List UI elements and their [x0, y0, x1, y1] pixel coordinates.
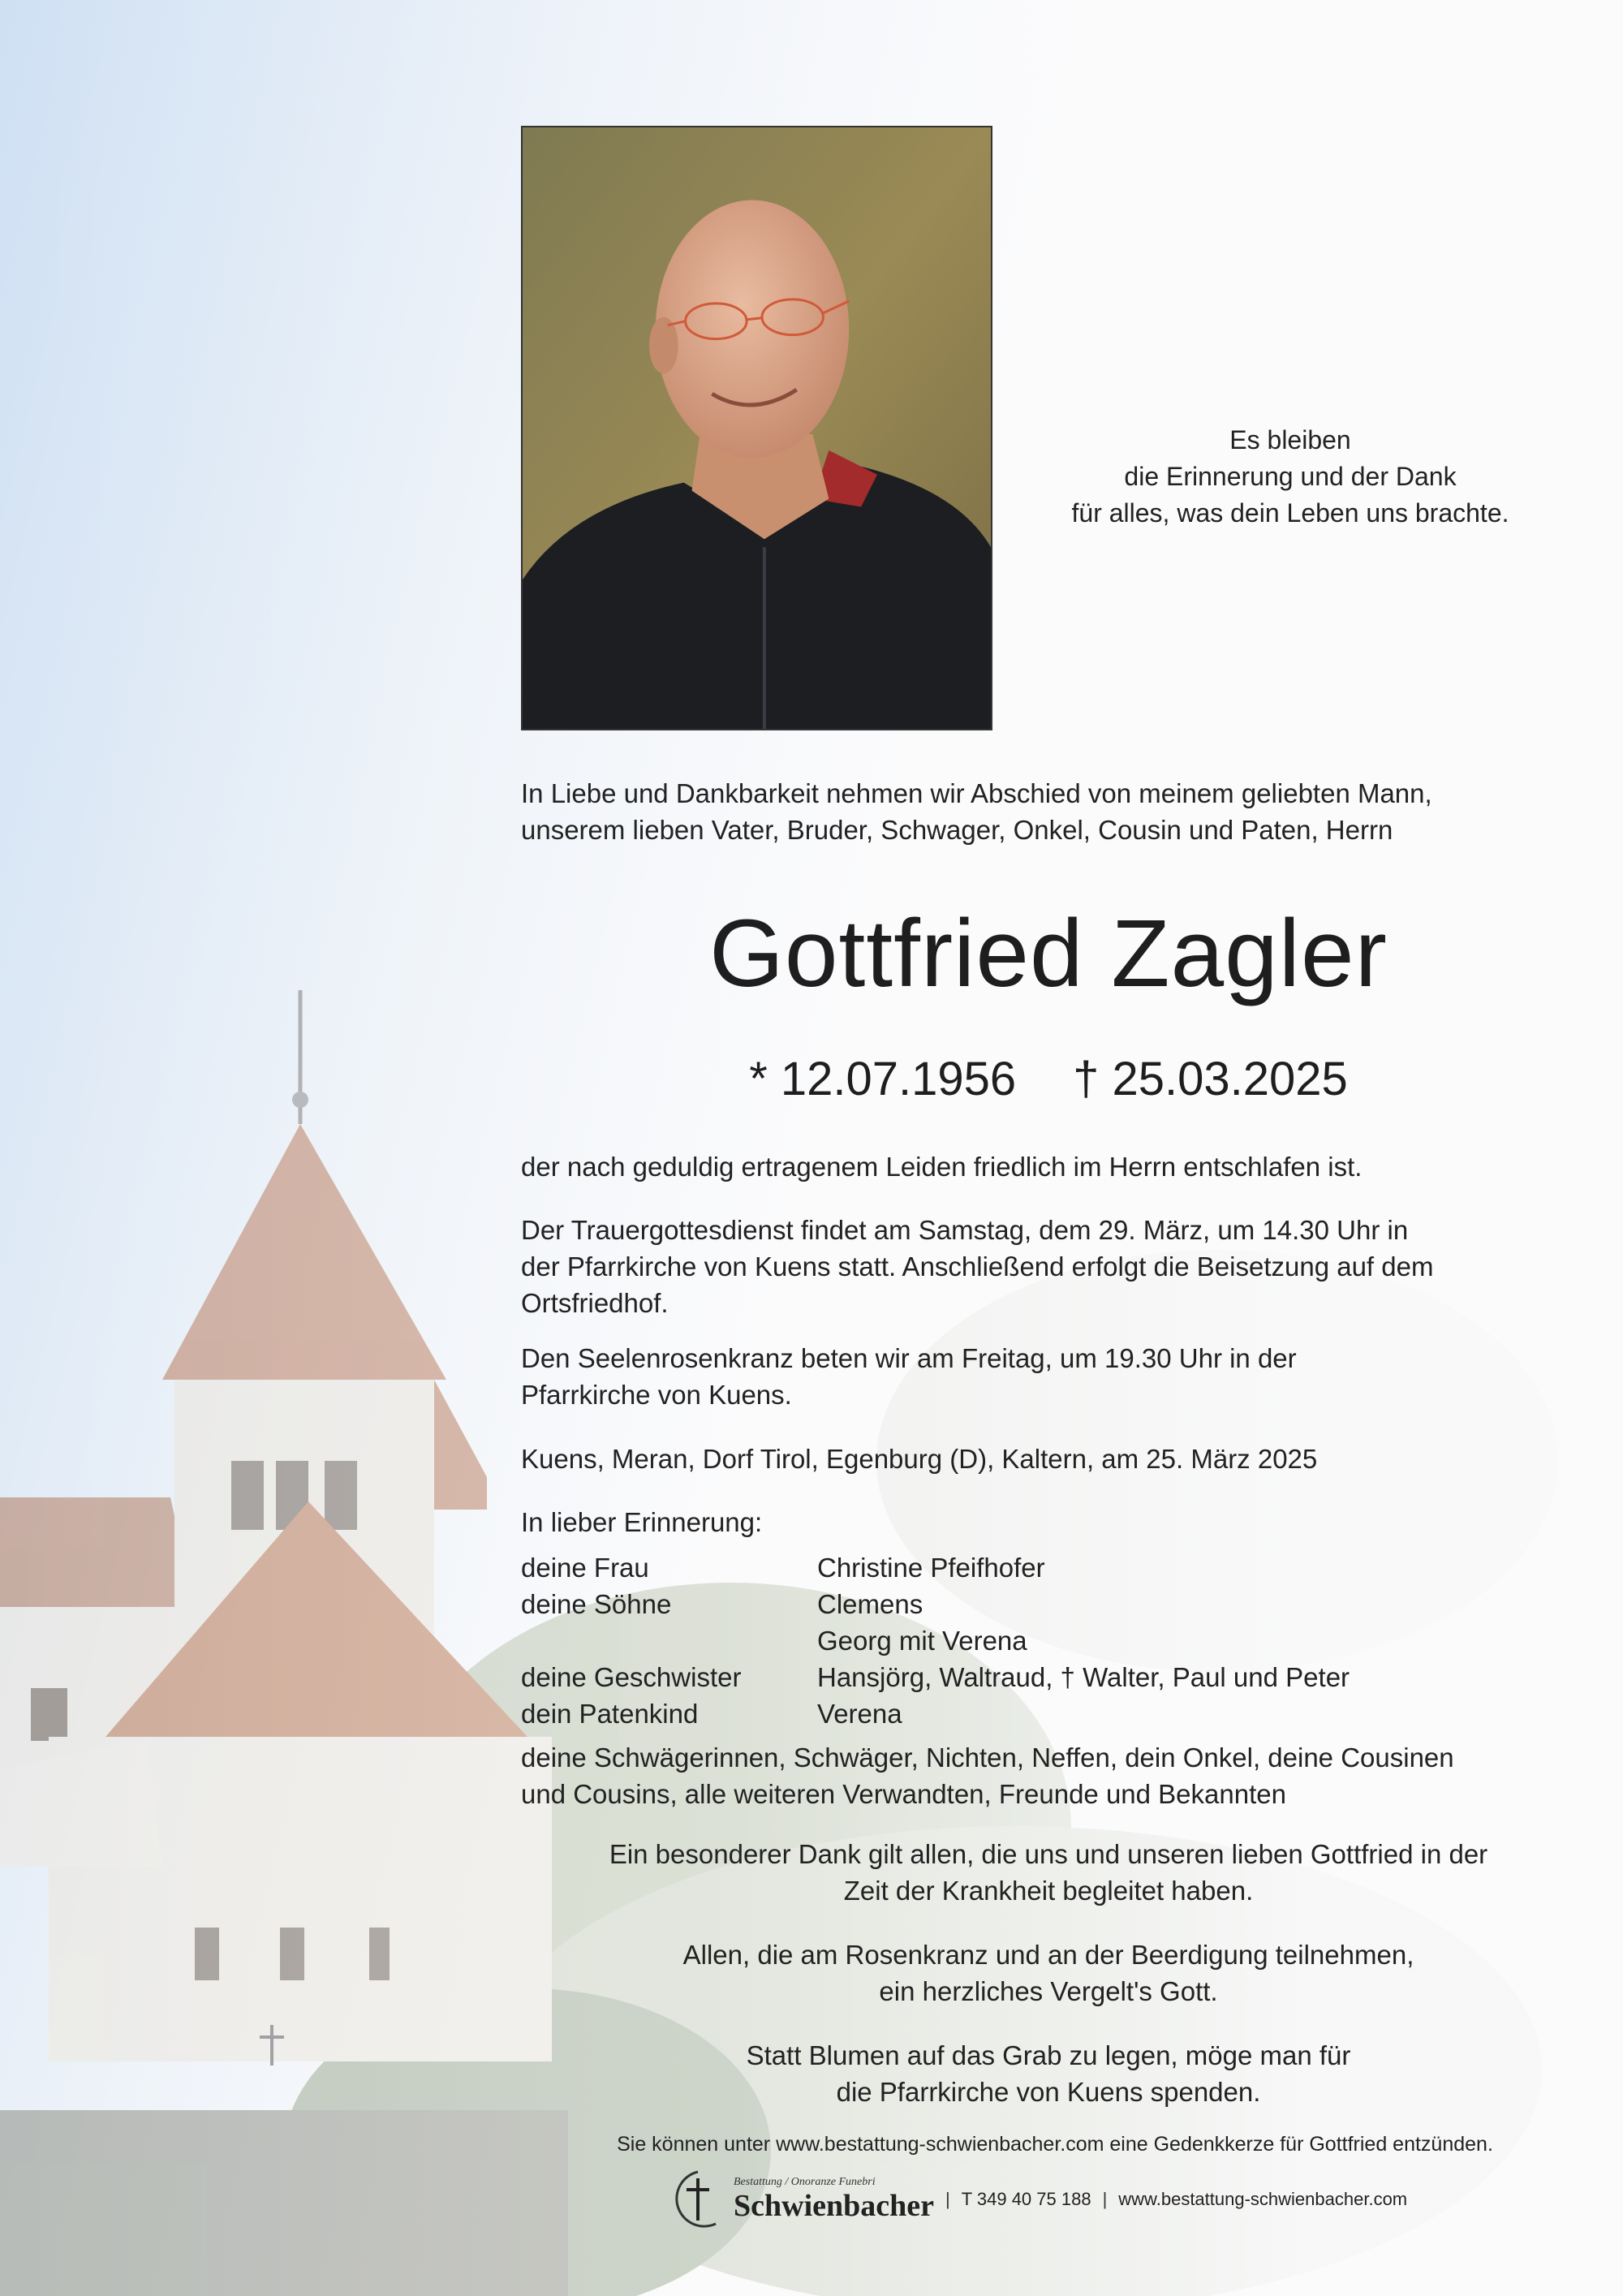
mourner-relation: dein Patenkind	[521, 1699, 699, 1729]
text-line: ein herzliches Vergelt's Gott.	[879, 1976, 1218, 2006]
mourner-names: Hansjörg, Waltraud, † Walter, Paul und Peter	[817, 1662, 1350, 1692]
intro-text	[521, 775, 1576, 848]
life-dates	[521, 1047, 1576, 1112]
mourner-names: Clemens	[817, 1589, 923, 1619]
mourners-heading: In lieber Erinnerung:	[521, 1507, 763, 1537]
mourner-relation: deine Geschwister	[521, 1662, 742, 1692]
memorial-candle-note: Sie können unter www.bestattung-schwienbacher.com eine Gedenkkerze für Gottfried entzünden.	[617, 2133, 1493, 2156]
mourner-row	[521, 1622, 1576, 1659]
website-link[interactable]: www.bestattung-schwienbacher.com	[1118, 2189, 1408, 2209]
intro-line: unserem lieben Vater, Bruder, Schwager, Onkel, Cousin und Paten, Herrn	[521, 815, 1393, 845]
rosary-text	[521, 1340, 1576, 1413]
text-line: Ein besonderer Dank gilt allen, die uns und unseren lieben Gottfried in der	[609, 1839, 1488, 1869]
memorial-quote	[1006, 422, 1574, 532]
donation-note	[521, 2037, 1576, 2110]
cross-icon	[665, 2167, 730, 2232]
text-line: der Pfarrkirche von Kuens statt. Anschließend erfolgt die Beisetzung auf dem	[521, 1251, 1434, 1282]
mourner-relation: deine Frau	[521, 1553, 649, 1583]
footer-separator: |	[1102, 2189, 1108, 2209]
thanks-paragraph	[521, 1836, 1576, 1909]
text-line: Ortsfriedhof.	[521, 1288, 669, 1318]
mourner-row	[521, 1549, 1576, 1586]
mourner-names: Georg mit Verena	[817, 1626, 1027, 1656]
birth-date: * 12.07.1956	[749, 1053, 1017, 1105]
text-line: Statt Blumen auf das Grab zu legen, möge man für	[746, 2040, 1351, 2070]
phone-number: T 349 40 75 188	[961, 2189, 1091, 2209]
mourner-row	[521, 1659, 1576, 1695]
text-line: Allen, die am Rosenkranz und an der Beerdigung teilnehmen,	[682, 1940, 1414, 1970]
text-line: und Cousins, alle weiteren Verwandten, Freunde und Bekannten	[521, 1779, 1286, 1809]
mourner-relation	[521, 1622, 817, 1659]
portrait-image	[523, 127, 991, 729]
funeral-home-footer	[665, 2163, 1407, 2236]
mourners-list	[521, 1549, 1576, 1732]
text-line: Zeit der Krankheit begleitet haben.	[843, 1876, 1254, 1906]
text-line: Der Trauergottesdienst findet am Samstag, dem 29. März, um 14.30 Uhr in	[521, 1215, 1409, 1245]
mourner-relation: deine Söhne	[521, 1589, 672, 1619]
quote-line: für alles, was dein Leben uns brachte.	[1071, 498, 1509, 528]
place-date-line: Kuens, Meran, Dorf Tirol, Egenburg (D), Kaltern, am 25. März 2025	[521, 1444, 1318, 1474]
mourner-row	[521, 1695, 1576, 1732]
text-line: Den Seelenrosenkranz beten wir am Freitag, um 19.30 Uhr in der	[521, 1343, 1297, 1373]
death-date: † 25.03.2025	[1073, 1053, 1348, 1105]
logo-subtitle: Bestattung / Onoranze Funebri	[734, 2176, 876, 2188]
portrait-photo	[521, 126, 992, 730]
funeral-home-logo	[665, 2167, 934, 2232]
footer-separator: |	[945, 2189, 950, 2209]
passing-statement: der nach geduldig ertragenem Leiden friedlich im Herrn entschlafen ist.	[521, 1152, 1363, 1182]
intro-line: In Liebe und Dankbarkeit nehmen wir Abschied von meinem geliebten Mann,	[521, 778, 1432, 808]
logo-name: Schwienbacher	[734, 2189, 934, 2223]
quote-line: Es bleiben	[1229, 425, 1351, 454]
mourner-names: Christine Pfeifhofer	[817, 1553, 1045, 1583]
thanks-paragraph	[521, 1936, 1576, 2010]
text-line: die Pfarrkirche von Kuens spenden.	[836, 2077, 1261, 2107]
quote-line: die Erinnerung und der Dank	[1124, 462, 1457, 491]
text-line: Pfarrkirche von Kuens.	[521, 1380, 792, 1410]
funeral-service-text	[521, 1212, 1576, 1321]
relatives-text	[521, 1739, 1576, 1812]
mourner-row	[521, 1586, 1576, 1622]
mourner-names: Verena	[817, 1699, 902, 1729]
deceased-name: Gottfried Zagler	[709, 900, 1388, 1007]
text-line: deine Schwägerinnen, Schwäger, Nichten, Neffen, dein Onkel, deine Cousinen	[521, 1742, 1454, 1773]
